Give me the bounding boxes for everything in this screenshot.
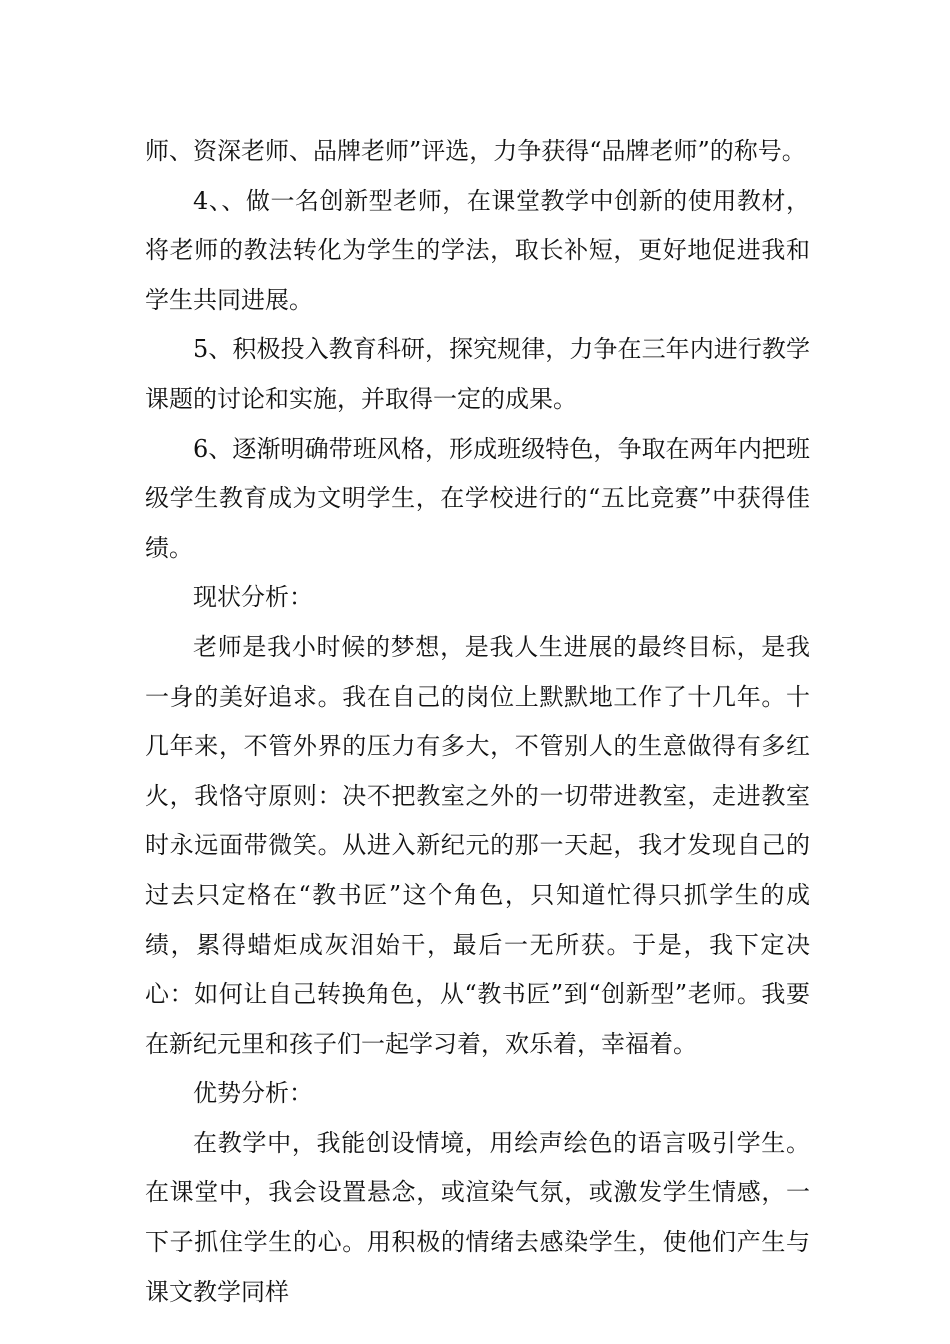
section-heading-strengths: 优势分析： — [193, 1079, 313, 1108]
document-body — [145, 127, 810, 1317]
paragraph-strengths: 在教学中，我能创设情境，用绘声绘色的语言吸引学生。在课堂中，我会设置悬念，或渲染气氛，或激发学生情感，一下子抓住学生的心。用积极的情绪去感染学生，使他们产生与课文教学同样 — [145, 1128, 810, 1306]
paragraph-current-status: 老师是我小时候的梦想，是我人生进展的最终目标，是我一身的美好追求。我在自己的岗位上默默地工作了十几年。十几年来，不管外界的压力有多大，不管别人的生意做得有多红火，我恪守原则：决不把教室之外的一切带进教室，走进教室时永远面带微笑。从进入新纪元的那一天起，我才发现自己的过去只定格在“教书匠”这个角色，只知道忙得只抓学生的成绩，累得蜡炬成灰泪始干，最后一无所获。于是，我下定决心：如何让自己转换角色，从“教书匠”到“创新型”老师。我要在新纪元里和孩子们一起学习着，欢乐着，幸福着。 — [145, 632, 810, 1058]
paragraph-2: 4、、做一名创新型老师，在课堂教学中创新的使用教材，将老师的教法转化为学生的学法，取长补短，更好地促进我和学生共同进展。 — [145, 186, 810, 314]
paragraph-4: 6、逐渐明确带班风格，形成班级特色，争取在两年内把班级学生教育成为文明学生，在学校进行的“五比竞赛”中获得佳绩。 — [145, 434, 810, 562]
paragraph-1: 师、资深老师、品牌老师”评选，力争获得“品牌老师”的称号。 — [145, 137, 806, 165]
section-heading-current-status: 现状分析： — [193, 583, 313, 612]
paragraph-3: 5、积极投入教育科研，探究规律，力争在三年内进行教学课题的讨论和实施，并取得一定的成果。 — [145, 335, 810, 413]
